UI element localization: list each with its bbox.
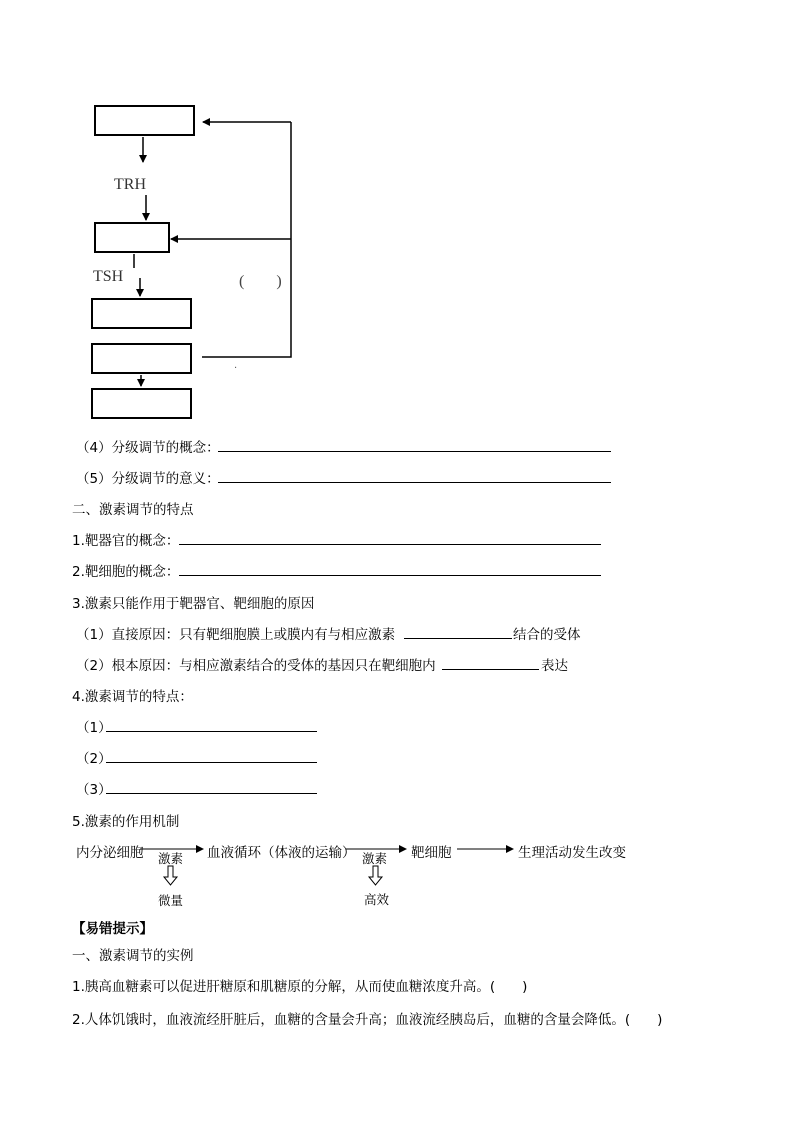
- item3-1-suffix: 结合的受体: [513, 627, 581, 643]
- section2-heading: 二、激素调节的特点: [72, 502, 194, 518]
- item3-2-suffix: 表达: [541, 658, 568, 674]
- tips-heading: 【易错提示】: [72, 921, 153, 937]
- mechanism-node-endocrine-cell: 内分泌细胞: [76, 845, 144, 861]
- item4-3-label: （3）: [76, 782, 112, 798]
- item4-label: 4.激素调节的特点：: [72, 689, 193, 705]
- feedback-paren-label: ( ): [239, 273, 282, 290]
- mechanism-node-activity-change: 生理活动发生改变: [518, 845, 626, 861]
- mechanism-note-efficient: 高效: [364, 892, 390, 907]
- mechanism-hormone-label-2: 激素: [362, 851, 388, 866]
- item5-label: 5.激素的作用机制: [72, 814, 180, 830]
- item3-1-prefix: （1）直接原因：只有靶细胞膜上或膜内有与相应激素: [76, 627, 396, 643]
- mechanism-hormone-label-1: 激素: [158, 851, 184, 866]
- q4-label: （4）分级调节的概念：: [76, 440, 220, 456]
- tsh-label: TSH: [93, 268, 124, 285]
- item4-2-label: （2）: [76, 751, 112, 767]
- mechanism-note-trace: 微量: [158, 893, 184, 908]
- q5-label: （5）分级调节的意义：: [76, 471, 220, 487]
- tips-question-1: 1.胰高血糖素可以促进肝糖原和肌糖原的分解，从而使血糖浓度升高。( ): [72, 979, 528, 995]
- item1-label: 1.靶器官的概念：: [72, 533, 180, 549]
- item3-2-prefix: （2）根本原因：与相应激素结合的受体的基因只在靶细胞内: [76, 658, 436, 674]
- mechanism-node-target-cell: 靶细胞: [411, 845, 452, 861]
- tips-subheading: 一、激素调节的实例: [72, 948, 194, 964]
- item4-1-label: （1）: [76, 720, 112, 736]
- tips-question-2: 2.人体饥饿时，血液流经肝脏后，血糖的含量会升高；血液流经胰岛后，血糖的含量会降低。( ): [72, 1012, 663, 1028]
- mechanism-node-circulation: 血液循环（体液的运输）: [207, 845, 356, 861]
- item2-label: 2.靶细胞的概念：: [72, 564, 180, 580]
- trh-label: TRH: [114, 176, 146, 193]
- item3-label: 3.激素只能作用于靶器官、靶细胞的原因: [72, 596, 315, 612]
- stray-dot: .: [234, 360, 238, 371]
